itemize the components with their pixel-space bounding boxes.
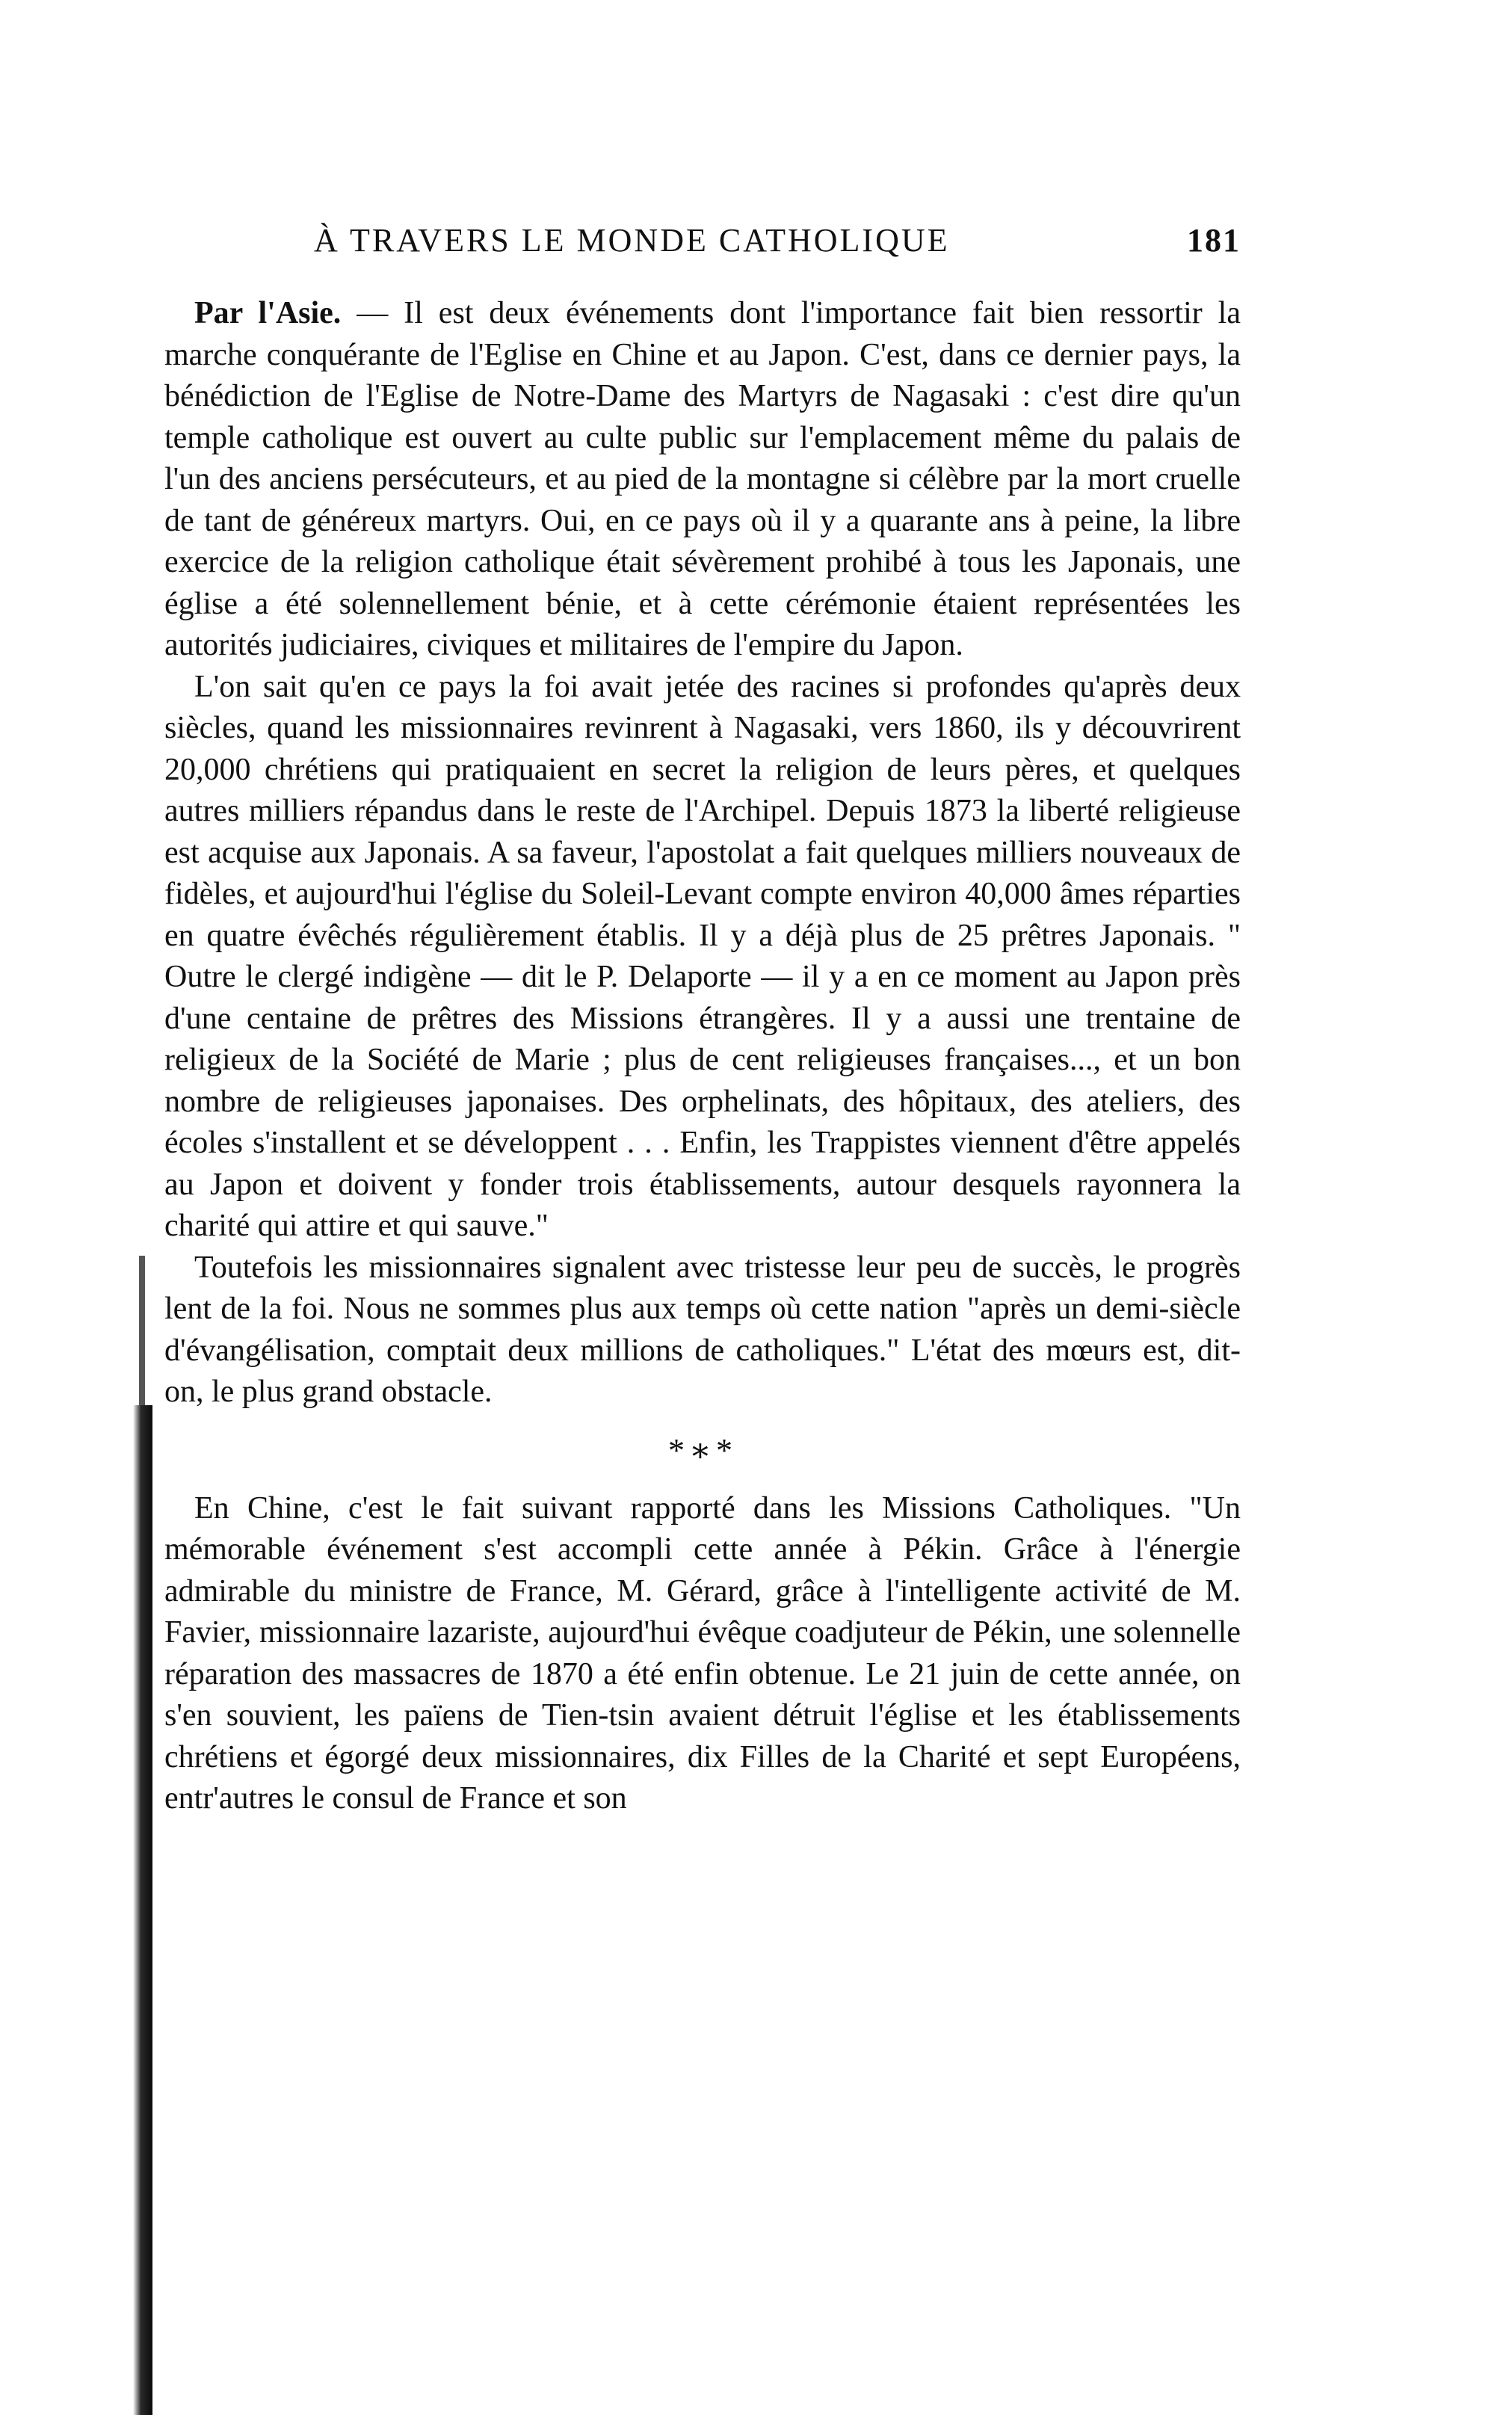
paragraph-japan-history: L'on sait qu'en ce pays la foi avait jetée des racines si profondes qu'après deux siècles, quand les missionnaires revinrent à Nagasaki, vers 1860, ils y découvrirent 20,000 chrétiens qui pratiquaient en secret la religion de leurs pères, et quelques autres milliers répandus dans le reste de l'Archipel. Depuis 1873 la liberté religieuse est acquise aux Japonais. A sa faveur, l'apostolat a fait quelques milliers nouveaux de fidèles, et aujourd'hui l'église du Soleil-Levant compte environ 40,000 âmes réparties en quatre évêchés régulièrement établis. Il y a déjà plus de 25 prêtres Japonais. " Outre le clergé indigène — dit le P. Delaporte — il y a en ce moment au Japon près d'une centaine de prêtres des Missions étrangères. Il y a aussi une trentaine de religieux de la Société de Marie ; plus de cent religieuses françaises..., et un bon nombre de religieuses japonaises. Des orphelinats, des hôpitaux, des ateliers, des écoles s'installent et se développent . . . Enfin, les Trappistes viennent d'être appelés au Japon et doivent y fonder trois établissements, autour desquels rayonnera la charité qui attire et qui sauve." (164, 669, 1241, 1243)
paragraph-asia-intro-text: — Il est deux événements dont l'importance fait bien ressortir la marche conquérante de l'Eglise en Chine et au Japon. C'est, dans ce dernier pays, la bénédiction de l'Eglise de Notre-Dame des Martyrs de Nagasaki : c'est dire qu'un temple catholique est ouvert au culte public sur l'emplacement même du palais de l'un des anciens persécuteurs, et au pied de la montagne si célèbre par la mort cruelle de tant de généreux martyrs. Oui, en ce pays où il y a quarante ans à peine, la libre exercice de la religion catholique était sévèrement prohibé à tous les Japonais, une église a été solennellement bénie, et à cette cérémonie étaient représentées les autorités judiciaires, civiques et militaires de l'empire du Japon. (164, 296, 1241, 662)
paragraph-china: En Chine, c'est le fait suivant rapporté dans les Missions Catholiques. "Un mémorable événement s'est accompli cette année à Pékin. Grâce à l'énergie admirable du ministre de France, M. Gérard, grâce à l'intelligente activité de M. Favier, missionnaire lazariste, aujourd'hui évêque coadjuteur de Pékin, une solennelle réparation des massacres de 1870 a été enfin obtenue. Le 21 juin de cette année, on s'en souvient, les païens de Tien-tsin avaient détruit l'église et les établissements chrétiens et égorgé deux missionnaires, dix Filles de la Charité et sept Européens, entr'autres le consul de France et son (164, 1490, 1241, 1816)
section-lead-asia: Par l'Asie. (194, 296, 342, 330)
binding-shadow-upper (139, 1256, 145, 1405)
paragraph-japan-obstacles: Toutefois les missionnaires signalent avec tristesse leur peu de succès, le progrès lent de la foi. Nous ne sommes plus aux temps où cette nation "après un demi-siècle d'évangélisation, comptait deux millions de catholiques." L'état des mœurs est, dit-on, le plus grand obstacle. (164, 1250, 1241, 1409)
binding-shadow (133, 1405, 152, 2415)
running-title: À TRAVERS LE MONDE CATHOLIQUE (314, 222, 950, 259)
body-text (164, 293, 1241, 1820)
paragraph-asia-intro (164, 293, 1241, 667)
asterism-divider: *∗* (668, 1431, 737, 1469)
page-header (172, 221, 1241, 266)
page-number: 181 (1187, 222, 1241, 259)
